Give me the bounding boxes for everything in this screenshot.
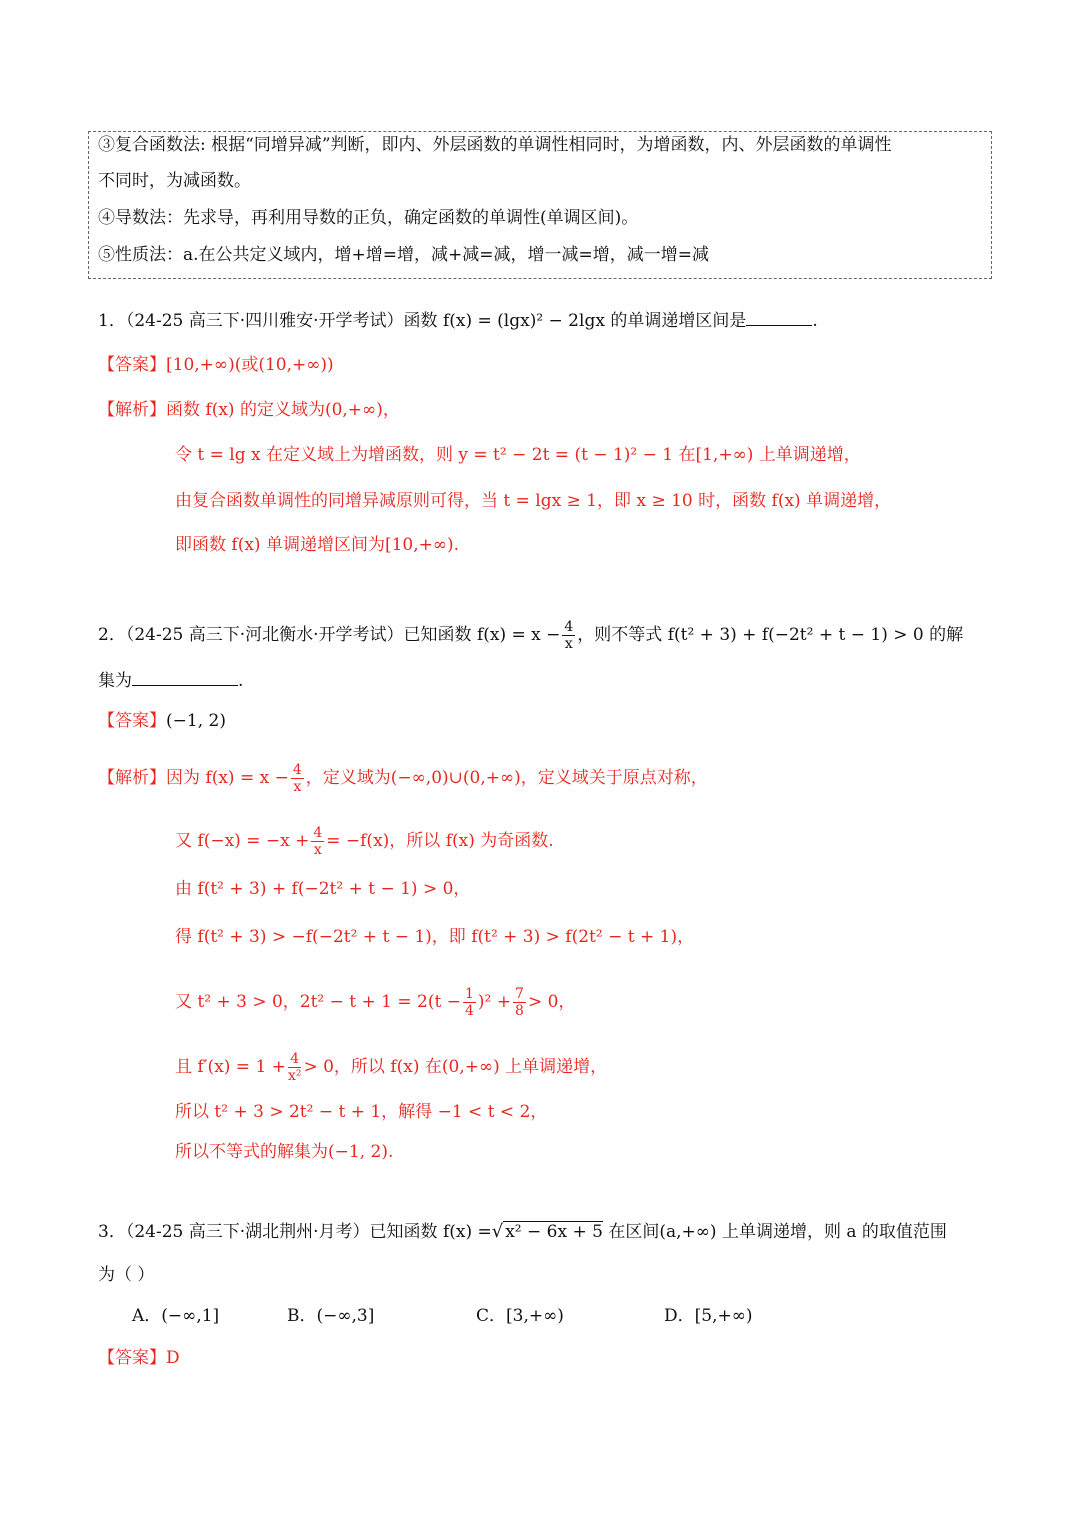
answer-blank [132,669,238,686]
fraction [291,762,304,795]
question-1-prefix: 1．（24-25 高三下·四川雅安·开学考试）函数 [98,311,443,331]
q2-answer [98,710,226,732]
q1-analysis-4: 即函数 f(x) 单调递增区间为[10,+∞). [175,535,460,555]
fraction-denominator: x [313,842,322,858]
fraction-denominator: 4 [464,1003,474,1019]
analysis-tag: 【解析】 [98,400,166,420]
question-2-prefix: 2．（24-25 高三下·河北衡水·开学考试）已知函数 f(x) = x − [98,625,561,645]
option-b: B．(−∞,3] [287,1306,375,1326]
answer-blank [746,309,812,326]
analysis-text: ，定义域为(−∞,0)∪(0,+∞)，定义域关于原点对称， [305,768,708,788]
tip-line-4: ⑤性质法：a.在公共定义域内，增+增=增，减+减=减，增一减=增，减一增=减 [98,245,710,265]
fraction-denominator: x [564,636,573,652]
question-1-function: f(x) = (lgx)² − 2lgx [442,311,605,331]
q2-analysis-5 [175,986,575,1019]
option-c: C．[3,+∞) [476,1306,564,1326]
tip-line-3: ④导数法：先求导，再利用导数的正负，确定函数的单调性(单调区间)。 [98,208,639,228]
question-3-prefix: 3．（24-25 高三下·湖北荆州·月考）已知函数 f(x) = [98,1222,492,1242]
analysis-text: > 0， [527,992,576,1012]
tip-line-2: 不同时，为减函数。 [98,171,251,191]
q1-analysis-3: 由复合函数单调性的同增异减原则可得，当 t = lgx ≥ 1，即 x ≥ 10 时，函数 f(x) 单调递增， [175,491,892,511]
analysis-text: 又 t² + 3 > 0，2t² − t + 1 = 2(t − [175,992,461,1012]
fraction [513,986,526,1019]
question-1-end: . [812,311,818,331]
fraction [463,986,476,1019]
question-2-end: . [238,671,244,691]
question-1-suffix: 的单调递增区间是 [604,311,747,331]
q1-analysis-1 [98,399,400,421]
fraction [311,825,324,858]
fraction [562,619,575,652]
q3-answer [98,1347,180,1369]
radicand: x² − 6x + 5 [505,1222,603,1242]
q2-analysis-7: 所以 t² + 3 > 2t² − t + 1，解得 −1 < t < 2， [175,1102,548,1122]
sqrt-icon: √ [491,1221,504,1242]
fraction [288,1051,302,1084]
answer-tag: 【答案】 [98,711,166,731]
question-2 [98,619,963,652]
question-2-line2-text: 集为 [98,671,132,691]
question-3-suffix: 在区间(a,+∞) 上单调递增，则 a 的取值范围 [602,1222,947,1242]
question-3 [98,1221,947,1243]
q2-analysis-8: 所以不等式的解集为(−1, 2). [175,1142,394,1162]
fraction-denominator: 8 [515,1003,524,1019]
analysis-text: 且 f′(x) = 1 + [175,1057,286,1077]
q2-analysis-6 [175,1051,607,1084]
question-3-line-2: 为（ ） [98,1265,155,1285]
fraction-denominator: x² [287,1068,302,1084]
answer-value: (−1, 2) [166,711,226,731]
analysis-tag: 【解析】 [98,768,166,788]
answer-tag: 【答案】 [98,355,166,375]
question-2-mid: ，则不等式 f(t² + 3) + f(−2t² + t − 1) > 0 的解 [577,625,964,645]
analysis-text: )² + [477,992,512,1012]
answer-value: [10,+∞)(或(10,+∞)) [166,355,334,375]
question-1 [98,309,818,332]
fraction-numerator: 4 [564,619,574,635]
analysis-text: 因为 f(x) = x − [166,768,289,788]
answer-value: D [166,1348,180,1368]
fraction-numerator: 4 [288,1051,302,1068]
q2-analysis-4: 得 f(t² + 3) > −f(−2t² + t − 1)，即 f(t² + 3) > f(2t² − t + 1)， [175,927,695,947]
fraction-numerator: 4 [292,762,302,778]
analysis-text: = −f(x)，所以 f(x) 为奇函数. [326,831,554,851]
answer-tag: 【答案】 [98,1348,166,1368]
analysis-text: 函数 f(x) 的定义域为(0,+∞)， [166,400,400,420]
q2-analysis-3: 由 f(t² + 3) + f(−2t² + t − 1) > 0， [175,879,471,899]
option-d: D．[5,+∞) [664,1306,753,1326]
fraction-numerator: 7 [515,986,524,1002]
fraction-denominator: x [293,779,302,795]
q1-answer [98,354,334,376]
option-a: A．(−∞,1] [132,1306,220,1326]
analysis-text: 又 f(−x) = −x + [175,831,310,851]
fraction-numerator: 4 [313,825,323,841]
q1-analysis-2: 令 t = lg x 在定义域上为增函数，则 y = t² − 2t = (t − 1)² − 1 在[1,+∞) 上单调递增， [175,445,861,465]
q2-analysis-1 [98,762,708,795]
q2-analysis-2 [175,825,554,858]
tip-line-1: ③复合函数法: 根据“同增异减”判断，即内、外层函数的单调性相同时，为增函数，内、外层函数的单调性 [98,135,892,155]
analysis-text: > 0，所以 f(x) 在(0,+∞) 上单调递增， [303,1057,608,1077]
question-2-line-2 [98,669,243,692]
fraction-numerator: 1 [464,986,474,1002]
